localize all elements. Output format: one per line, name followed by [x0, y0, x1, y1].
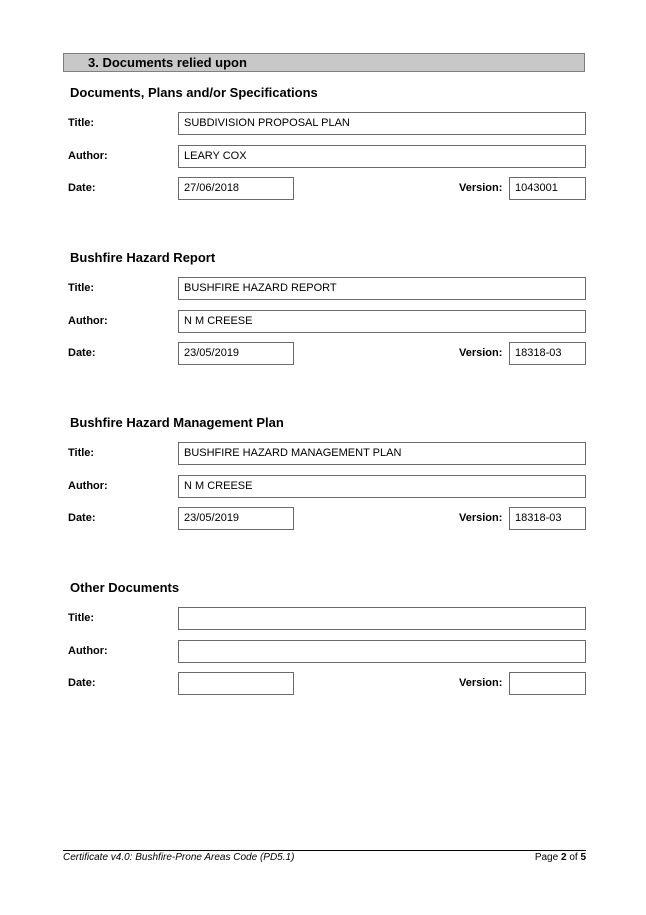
- page-total: 5: [580, 852, 586, 863]
- date-label: Date:: [68, 347, 96, 359]
- version-label: Version:: [459, 347, 503, 359]
- title-label: Title:: [68, 117, 95, 129]
- footer-document-name: Certificate v4.0: Bushfire-Prone Areas Code (PD5.1): [63, 852, 295, 863]
- version-label: Version:: [459, 677, 503, 689]
- title-label: Title:: [68, 612, 95, 624]
- date-field[interactable]: 23/05/2019: [178, 507, 294, 530]
- group-heading-bushfire-hazard-report: Bushfire Hazard Report: [70, 250, 216, 265]
- date-label: Date:: [68, 512, 96, 524]
- date-label: Date:: [68, 182, 96, 194]
- version-field[interactable]: 18318-03: [509, 507, 586, 530]
- version-field[interactable]: 18318-03: [509, 342, 586, 365]
- version-field[interactable]: 1043001: [509, 177, 586, 200]
- title-field[interactable]: BUSHFIRE HAZARD MANAGEMENT PLAN: [178, 442, 586, 465]
- author-label: Author:: [68, 480, 108, 492]
- title-label: Title:: [68, 447, 95, 459]
- author-label: Author:: [68, 315, 108, 327]
- of-word: of: [569, 852, 578, 863]
- date-field[interactable]: [178, 672, 294, 695]
- author-field[interactable]: LEARY COX: [178, 145, 586, 168]
- section-header: [63, 53, 585, 72]
- author-label: Author:: [68, 645, 108, 657]
- section-title: 3. Documents relied upon: [88, 55, 247, 70]
- author-field[interactable]: N M CREESE: [178, 475, 586, 498]
- group-heading-bushfire-hazard-management-plan: Bushfire Hazard Management Plan: [70, 415, 284, 430]
- group-heading-documents-plans: Documents, Plans and/or Specifications: [70, 85, 318, 100]
- footer-page-number: [535, 852, 586, 863]
- author-field[interactable]: [178, 640, 586, 663]
- author-label: Author:: [68, 150, 108, 162]
- date-field[interactable]: 23/05/2019: [178, 342, 294, 365]
- group-heading-other-documents: Other Documents: [70, 580, 180, 595]
- title-field[interactable]: [178, 607, 586, 630]
- version-label: Version:: [459, 512, 503, 524]
- page-word: Page: [534, 852, 559, 863]
- version-label: Version:: [459, 182, 503, 194]
- title-field[interactable]: BUSHFIRE HAZARD REPORT: [178, 277, 586, 300]
- date-field[interactable]: 27/06/2018: [178, 177, 294, 200]
- author-field[interactable]: N M CREESE: [178, 310, 586, 333]
- title-field[interactable]: SUBDIVISION PROPOSAL PLAN: [178, 112, 586, 135]
- footer-divider: [63, 850, 586, 851]
- page-current: 2: [560, 852, 567, 863]
- version-field[interactable]: [509, 672, 586, 695]
- date-label: Date:: [68, 677, 96, 689]
- title-label: Title:: [68, 282, 95, 294]
